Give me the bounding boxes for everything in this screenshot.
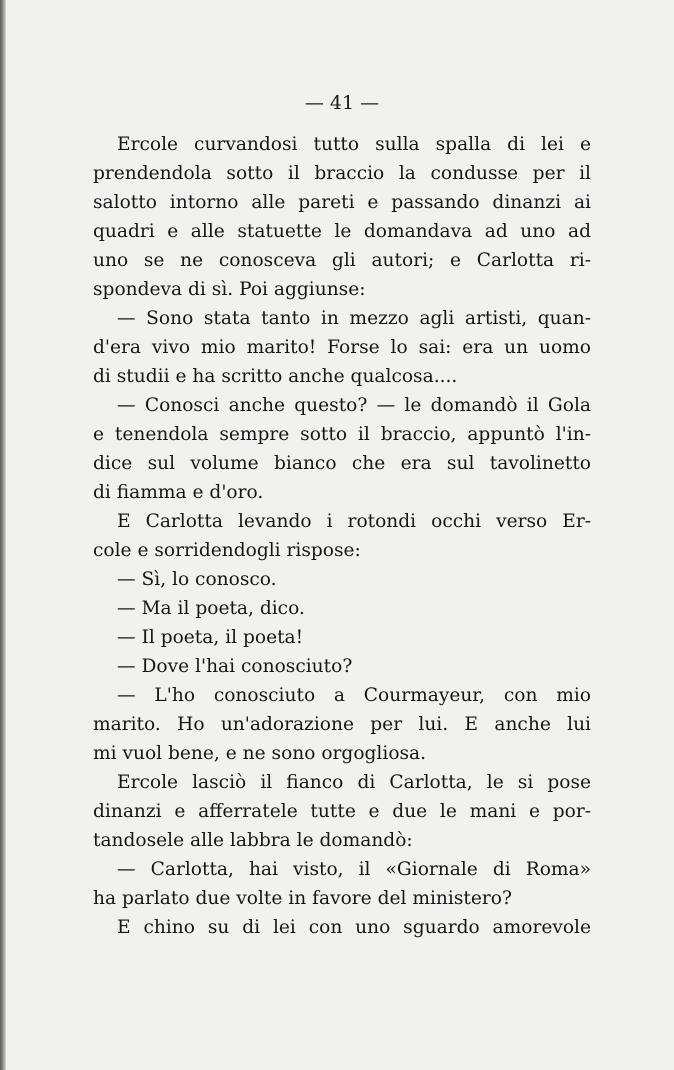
text-line: — Il poeta, il poeta! [117,627,304,648]
text-line: dinanzi e afferratele tutte e due le mani e por- [93,801,591,822]
body-text [93,130,591,942]
text-line: d'era vivo mio marito! Forse lo sai: era un uomo [93,337,591,358]
text-line: uno se ne conosceva gli autori; e Carlotta ri- [93,250,591,271]
text-line: salotto intorno alle pareti e passando dinanzi ai [93,192,591,213]
text-line: di studii e ha scritto anche qualcosa.... [93,366,458,387]
text-line: — Sì, lo conosco. [117,569,277,590]
page-number: — 41 — [304,92,380,114]
text-line: — Dove l'hai conosciuto? [117,656,353,677]
text-line: marito. Ho un'adorazione per lui. E anche lui [93,714,591,735]
text-line: mi vuol bene, e ne sono orgogliosa. [93,743,427,764]
text-line: cole e sorridendogli rispose: [93,540,361,561]
text-line: ha parlato due volte in favore del ministero? [93,888,512,909]
text-line: quadri e alle statuette le domandava ad uno ad [93,221,591,242]
text-line: — Sono stata tanto in mezzo agli artisti, quan- [117,308,591,329]
page-binding-edge [0,0,6,1070]
text-line: prendendola sotto il braccio la condusse per il [93,163,591,184]
text-line: E chino su di lei con uno sguardo amorevole [117,917,591,938]
text-line: — Conosci anche questo? — le domandò il Gola [117,395,591,416]
text-line: tandosele alle labbra le domandò: [93,830,413,851]
text-line: — Ma il poeta, dico. [117,598,305,619]
text-line: E Carlotta levando i rotondi occhi verso Er- [117,511,591,532]
text-line: dice sul volume bianco che era sul tavolinetto [93,453,591,474]
text-line: — Carlotta, hai visto, il «Giornale di Roma» [117,859,591,880]
text-line: — L'ho conosciuto a Courmayeur, con mio [117,685,591,706]
text-line: di fiamma e d'oro. [93,482,264,503]
text-line: e tenendola sempre sotto il braccio, appuntò l'in- [93,424,591,445]
text-line: Ercole curvandosi tutto sulla spalla di lei e [117,134,591,155]
text-line: Ercole lasciò il fianco di Carlotta, le si pose [117,772,591,793]
text-line: spondeva di sì. Poi aggiunse: [93,279,366,300]
